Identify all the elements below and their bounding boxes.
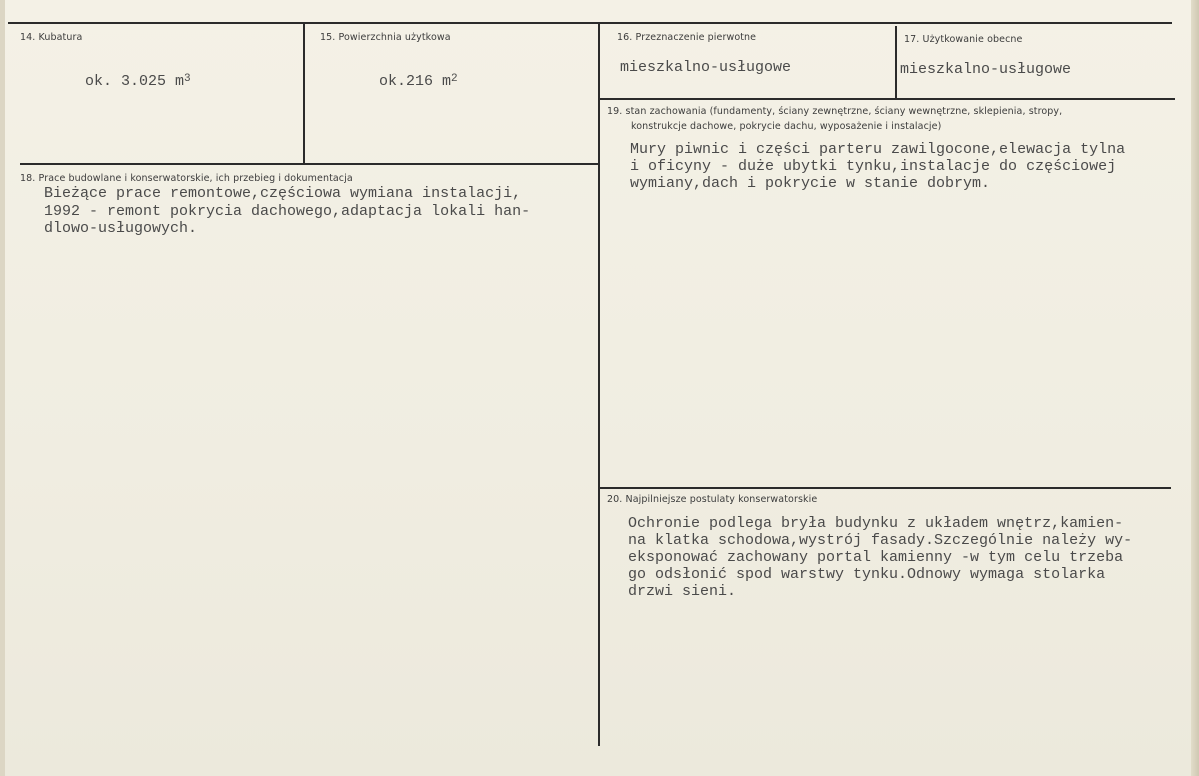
rule-above-20: [600, 487, 1171, 489]
field-15-value: [379, 73, 458, 91]
field-19-line-2: i oficyny - duże ubytki tynku,instalacje do częściowej: [630, 158, 1117, 175]
field-16-value: mieszkalno-usługowe: [620, 59, 792, 76]
divider-15-16: [598, 22, 600, 746]
card-right-edge: [1191, 0, 1199, 776]
field-18-line-1: Bieżące prace remontowe,częściowa wymiana instalacji,: [44, 185, 522, 202]
field-18-line-2: 1992 - remont pokrycia dachowego,adaptacja lokali han-: [44, 203, 531, 220]
field-20-line-3: eksponować zachowany portal kamienny -w tym celu trzeba: [628, 549, 1124, 566]
field-20-line-5: drzwi sieni.: [628, 583, 737, 600]
rule-under-16-17: [600, 98, 1175, 100]
field-19-line-3: wymiany,dach i pokrycie w stanie dobrym.: [630, 175, 991, 192]
field-14-exponent: 3: [184, 73, 191, 85]
field-14-value: [85, 73, 191, 91]
rule-under-14-15: [20, 163, 600, 165]
field-15-number: ok.216 m: [379, 73, 452, 90]
field-17-value: mieszkalno-usługowe: [900, 61, 1072, 78]
field-15-label: 15. Powierzchnia użytkowa: [320, 32, 451, 43]
field-19-line-1: Mury piwnic i części parteru zawilgocone,elewacja tylna: [630, 141, 1126, 158]
field-19-label-line-1: 19. stan zachowania (fundamenty, ściany zewnętrzne, ściany wewnętrzne, sklepienia, stropy,: [607, 106, 1063, 117]
field-18-label: 18. Prace budowlane i konserwatorskie, ich przebieg i dokumentacja: [20, 173, 353, 184]
field-20-line-4: go odsłonić spod warstwy tynku.Odnowy wymaga stolarka: [628, 566, 1106, 583]
field-20-line-2: na klatka schodowa,wystrój fasady.Szczególnie należy wy-: [628, 532, 1133, 549]
divider-16-17: [895, 26, 897, 98]
field-20-line-1: Ochronie podlega bryła budynku z układem wnętrz,kamien-: [628, 515, 1124, 532]
divider-14-15: [303, 22, 305, 164]
field-19-label-line-2: konstrukcje dachowe, pokrycie dachu, wyposażenie i instalacje): [631, 121, 942, 132]
field-16-label: 16. Przeznaczenie pierwotne: [617, 32, 757, 43]
field-14-label: 14. Kubatura: [20, 32, 83, 43]
top-rule: [8, 22, 1172, 24]
field-20-label: 20. Najpilniejsze postulaty konserwatorskie: [607, 494, 818, 505]
field-15-exponent: 2: [451, 73, 458, 85]
field-18-line-3: dlowo-usługowych.: [44, 220, 198, 237]
field-17-label: 17. Użytkowanie obecne: [904, 34, 1023, 45]
card-left-edge: [0, 0, 5, 776]
field-14-number: ok. 3.025 m: [85, 73, 185, 90]
